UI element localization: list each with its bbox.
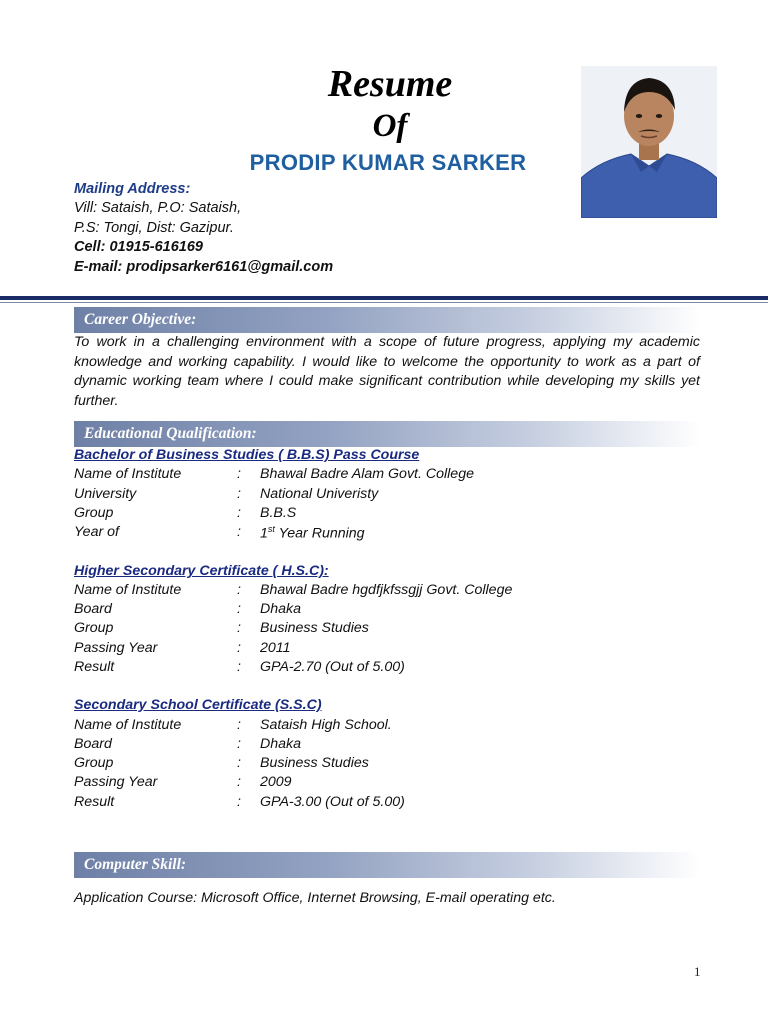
resume-title: Resume	[327, 63, 453, 105]
row-separator: :	[237, 717, 241, 733]
row-separator: :	[237, 466, 241, 482]
row-label: Board	[74, 601, 112, 617]
row-separator: :	[237, 659, 241, 675]
row-separator: :	[237, 736, 241, 752]
resume-title-of: Of	[372, 108, 408, 144]
row-value: Sataish High School.	[260, 717, 392, 733]
row-value: GPA-3.00 (Out of 5.00)	[260, 794, 405, 810]
address-line-2: P.S: Tongi, Dist: Gazipur.	[74, 219, 234, 236]
row-separator: :	[237, 794, 241, 810]
row-label: Group	[74, 755, 114, 771]
row-separator: :	[237, 524, 241, 540]
row-label: Name of Institute	[74, 582, 182, 598]
row-label: Result	[74, 794, 115, 810]
row-separator: :	[237, 486, 241, 502]
row-value: B.B.S	[260, 505, 297, 521]
row-label: Year of	[74, 524, 119, 540]
contact-block	[74, 180, 333, 277]
row-separator: :	[237, 774, 241, 790]
row-value: Business Studies	[260, 755, 369, 771]
candidate-name: PRODIP KUMAR SARKER	[249, 150, 527, 175]
row-separator: :	[237, 640, 241, 656]
education-heading: Educational Qualification:	[84, 425, 257, 442]
row-separator: :	[237, 505, 241, 521]
year-ordinal-suffix: st	[267, 524, 275, 534]
header-divider-thin	[0, 302, 768, 303]
row-label: Name of Institute	[74, 717, 182, 733]
row-separator: :	[237, 601, 241, 617]
row-label: Group	[74, 505, 114, 521]
mailing-address-label: Mailing Address:	[74, 181, 191, 197]
education-header	[74, 421, 700, 447]
career-objective-heading: Career Objective:	[84, 311, 197, 328]
career-objective-text: To work in a challenging environment with a scope of future progress, applying my academic knowledge and working capability. I would like to welcome the opportunity to work as a part of dynamic working team where I could make significant contribution while developing my skills yet further.	[74, 334, 700, 409]
year-status: Year Running	[274, 525, 365, 542]
page-number: 1	[694, 964, 701, 979]
row-value: Dhaka	[260, 601, 302, 617]
ssc-title: Secondary School Certificate (S.S.C)	[74, 697, 322, 713]
row-value: National Univeristy	[260, 486, 379, 502]
row-separator: :	[237, 755, 241, 771]
row-separator: :	[237, 582, 241, 598]
row-value: Dhaka	[260, 736, 302, 752]
row-value: 2009	[260, 774, 292, 790]
row-label: Name of Institute	[74, 466, 182, 482]
computer-skill-header	[74, 852, 700, 878]
row-value	[260, 524, 365, 542]
profile-photo	[581, 66, 717, 218]
header-divider	[0, 296, 768, 300]
row-label: University	[74, 486, 137, 502]
bbs-title: Bachelor of Business Studies ( B.B.S) Pass Course	[74, 447, 420, 463]
computer-skill-heading: Computer Skill:	[84, 856, 187, 873]
hsc-title: Higher Secondary Certificate ( H.S.C):	[74, 563, 329, 579]
row-label: Result	[74, 659, 115, 675]
row-value: GPA-2.70 (Out of 5.00)	[260, 659, 405, 675]
computer-skill-text: Application Course: Microsoft Office, Internet Browsing, E-mail operating etc.	[74, 890, 556, 906]
row-label: Passing Year	[74, 640, 158, 656]
row-value: Bhawal Badre Alam Govt. College	[260, 466, 474, 482]
address-line-1: Vill: Sataish, P.O: Sataish,	[74, 200, 242, 217]
row-label: Board	[74, 736, 112, 752]
year-number: 1	[260, 525, 268, 542]
row-label: Group	[74, 620, 114, 636]
row-label: Passing Year	[74, 774, 158, 790]
row-value: Bhawal Badre hgdfjkfssgjj Govt. College	[260, 582, 513, 598]
row-separator: :	[237, 620, 241, 636]
row-value: 2011	[260, 640, 291, 656]
career-objective-header	[74, 307, 700, 333]
cell-number: Cell: 01915-616169	[74, 239, 203, 256]
email-address: E-mail: prodipsarker6161@gmail.com	[74, 258, 334, 275]
row-value: Business Studies	[260, 620, 369, 636]
